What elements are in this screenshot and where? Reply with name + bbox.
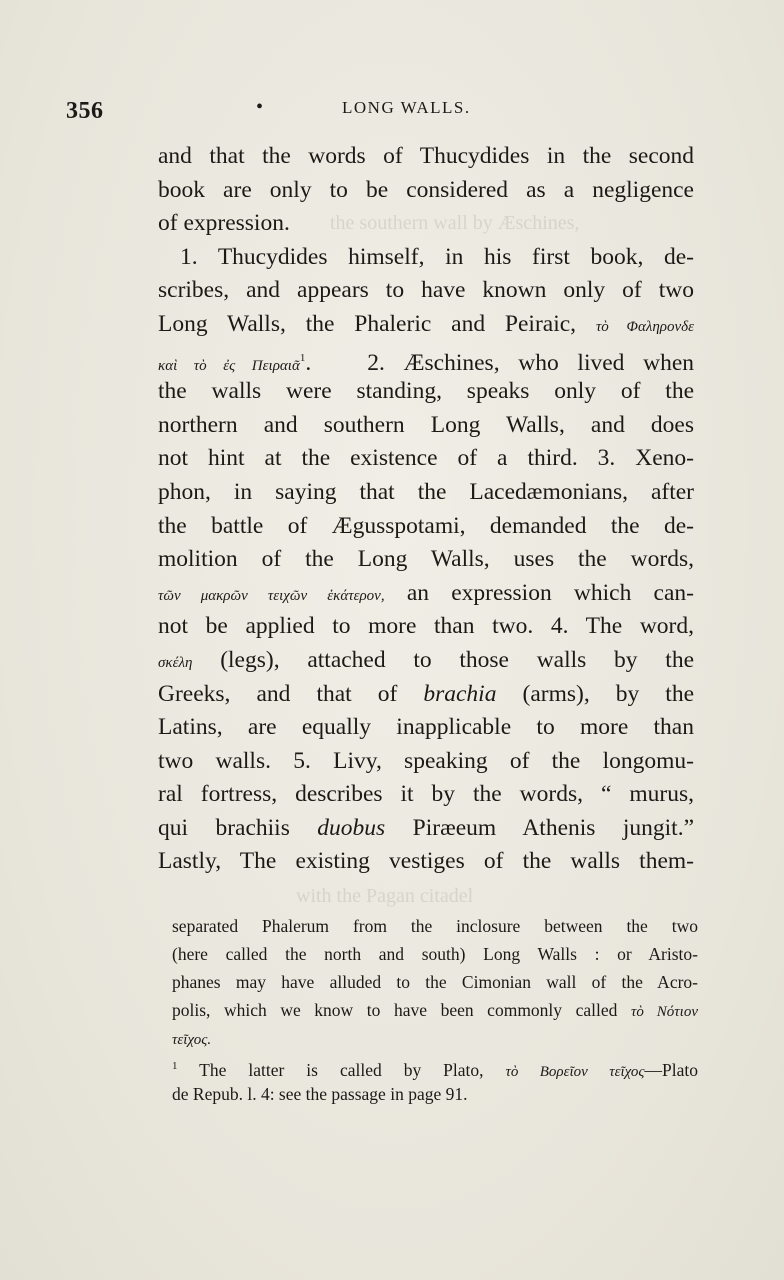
text-line: the battle of Ægusspotami, demanded the de- bbox=[158, 512, 694, 539]
italic-word: brachia bbox=[423, 680, 497, 707]
footnote-marker: 1 bbox=[172, 1060, 178, 1072]
footnote-line: phanes may have alluded to the Cimonian wall of the Acro- bbox=[172, 972, 698, 992]
text-line bbox=[158, 644, 694, 678]
text-fragment: polis, which we know to have been commonly called bbox=[172, 1000, 618, 1020]
greek-phrase: τὸ Νότιον bbox=[630, 1004, 699, 1020]
bleed-through-text: with the Pagan citadel bbox=[296, 885, 474, 907]
main-text bbox=[158, 140, 694, 879]
text-fragment: The latter is called by Plato, bbox=[199, 1059, 484, 1080]
header-dot: • bbox=[256, 96, 264, 118]
text-fragment: qui brachiis bbox=[158, 814, 290, 841]
text-line: not be applied to more than two. 4. The word, bbox=[158, 613, 694, 640]
footnotes bbox=[172, 912, 698, 1108]
text-line: northern and southern Long Walls, and does bbox=[158, 411, 694, 438]
footnote-line: de Repub. l. 4: see the passage in page 91. bbox=[172, 1084, 468, 1104]
text-line: and that the words of Thucydides in the second bbox=[158, 143, 694, 169]
text-line: book are only to be considered as a negligence bbox=[158, 176, 694, 203]
text-line: two walls. 5. Livy, speaking of the longomu- bbox=[158, 747, 694, 774]
greek-word: σκέλη bbox=[158, 654, 193, 671]
text-line: Lastly, The existing vestiges of the walls them- bbox=[158, 848, 694, 875]
text-line: not hint at the existence of a third. 3. Xeno- bbox=[158, 445, 694, 472]
text-line: the walls were standing, speaks only of the bbox=[158, 378, 694, 405]
footnote-reference: 1 bbox=[299, 351, 306, 364]
text-fragment: (legs), attached to those walls by the bbox=[220, 646, 695, 673]
text-line: phon, in saying that the Lacedæmonians, after bbox=[158, 478, 694, 505]
text-fragment: —Plato bbox=[644, 1059, 698, 1080]
text-line: scribes, and appears to have known only of two bbox=[158, 277, 694, 304]
greek-phrase: τῶν μακρῶν τειχῶν ἑκάτερον, bbox=[158, 587, 385, 604]
text-line: of expression. bbox=[158, 210, 290, 237]
bleed-through-text: the southern wall by Æschines, bbox=[330, 212, 580, 234]
page-header bbox=[64, 94, 704, 128]
text-fragment: (arms), by the bbox=[522, 680, 694, 707]
text-fragment: Piræeum Athenis jungit.” bbox=[412, 814, 695, 841]
greek-phrase: τὸ Βορεῖον τεῖχος bbox=[505, 1063, 645, 1080]
text-line bbox=[158, 308, 694, 342]
footnote-line: (here called the north and south) Long Walls : or Aristo- bbox=[172, 944, 698, 964]
text-line bbox=[158, 812, 694, 846]
italic-word: duobus bbox=[317, 814, 386, 841]
text-line: Latins, are equally inapplicable to more than bbox=[158, 714, 694, 741]
footnote-line: separated Phalerum from the inclosure between the two bbox=[172, 916, 698, 936]
text-fragment: 2. Æschines, who lived when bbox=[367, 349, 695, 376]
text-fragment: Greeks, and that of bbox=[158, 680, 398, 707]
text-fragment: Long Walls, the Phaleric and Peiraic, bbox=[158, 310, 577, 337]
text-line: molition of the Long Walls, uses the words, bbox=[158, 546, 694, 573]
text-line bbox=[158, 678, 694, 712]
greek-phrase: καὶ τὸ ἐς Πειραιᾶ bbox=[158, 357, 300, 374]
greek-word: τεῖχος. bbox=[172, 1032, 212, 1048]
text-line bbox=[158, 577, 694, 611]
footnote-line bbox=[172, 1024, 698, 1052]
text-line: 1. Thucydides himself, in his first book, de- bbox=[180, 243, 694, 270]
text-fragment: an expression which can- bbox=[406, 579, 694, 606]
text-line: ral fortress, describes it by the words, “ murus, bbox=[158, 781, 694, 808]
page-number: 356 bbox=[66, 98, 104, 124]
running-title: LONG WALLS. bbox=[342, 98, 471, 117]
text-line: καὶ τὸ ἐς Πειραιᾶ$^1$. 2. Æschines, who lived when bbox=[158, 349, 695, 376]
greek-phrase: τὸ Φαληρονδε bbox=[595, 318, 695, 335]
footnote-line bbox=[172, 1052, 698, 1080]
footnote-line bbox=[172, 996, 698, 1024]
